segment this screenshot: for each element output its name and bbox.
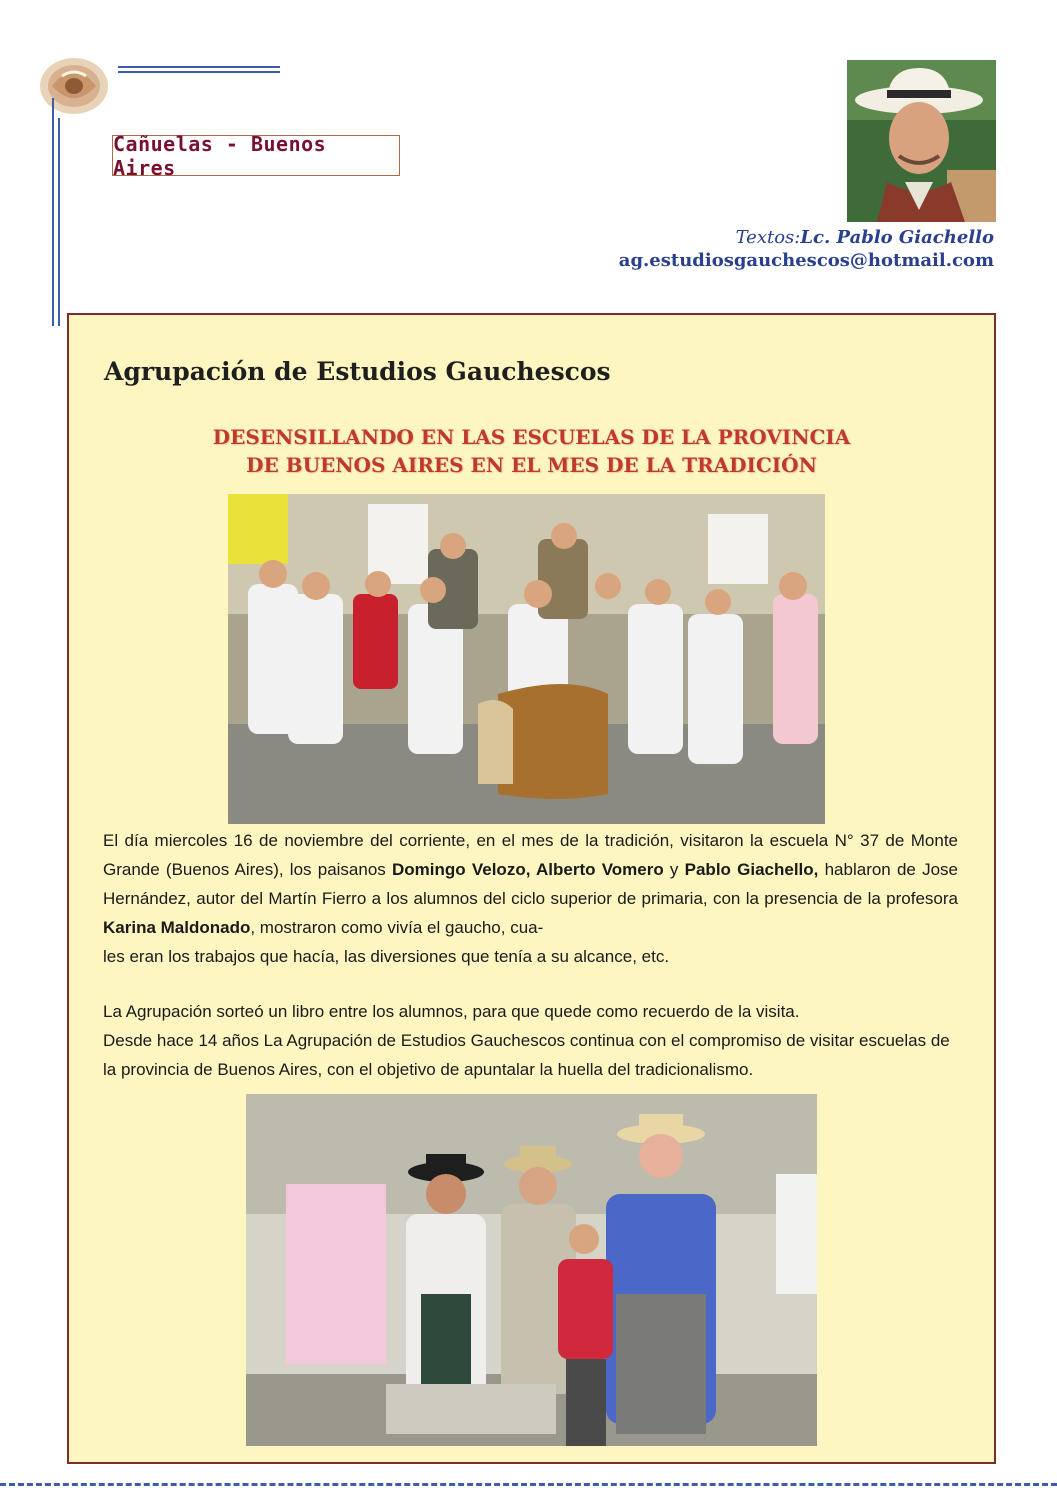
p1-text-h: les eran los trabajos que hacía, las diversiones que tenía a su alcance, etc. [103, 947, 670, 966]
paragraph-raffle [103, 997, 958, 1084]
headline-line-1: DESENSILLANDO EN LAS ESCUELAS DE LA PROVINCIA [212, 425, 851, 449]
header-rule [118, 66, 280, 68]
credits-label: Textos: [735, 227, 801, 248]
ornament-logo [38, 50, 114, 116]
p1-names-2: Pablo Giachello, [684, 860, 819, 879]
side-rule [58, 118, 60, 326]
p1-text-g: , mostraron como vivía el gaucho, cua- [250, 918, 544, 937]
p1-text-e: hablaron de Jose Hernández, autor del Martín Fierro a los alumnos del ciclo superior de primaria, con la presencia de la profesora [103, 860, 958, 908]
p2-line-2: Desde hace 14 años La Agrupación de Estudios Gauchescos continua con el compromiso de visitar escuelas de la provincia de Buenos Aires, con el objetivo de apuntalar la huella del tradicionalismo. [103, 1031, 950, 1079]
p1-text-a: El día miercoles 16 de noviembre del corriente, en el mes de la tradición, visitaron la escuela N° 37 de Monte Grande (Buenos Aires), los paisanos [103, 831, 958, 879]
author-photo [847, 60, 996, 222]
header-rule [118, 71, 280, 73]
p2-line-1: La Agrupación sorteó un libro entre los alumnos, para que quede como recuerdo de la visita. [103, 1002, 800, 1021]
headline-line-2: DE BUENOS AIRES EN EL MES DE LA TRADICIÓN [246, 453, 817, 477]
students-group-photo [228, 494, 825, 824]
paragraph-visit [103, 826, 958, 971]
footer-rule [0, 1483, 1057, 1486]
credits-author: Lc. Pablo Giachello [800, 227, 994, 248]
p1-text-c: y [663, 860, 685, 879]
location-label: Cañuelas - Buenos Aires [112, 135, 400, 176]
p1-names-1: Domingo Velozo, Alberto Vomero [392, 860, 664, 879]
paisanos-photo [246, 1094, 817, 1446]
credits-line [736, 227, 994, 248]
contact-email[interactable]: ag.estudiosgauchescos@hotmail.com [618, 250, 994, 271]
p1-teacher: Karina Maldonado [103, 918, 251, 937]
org-title: Agrupación de Estudios Gauchescos [104, 357, 611, 386]
side-rule [52, 98, 54, 326]
